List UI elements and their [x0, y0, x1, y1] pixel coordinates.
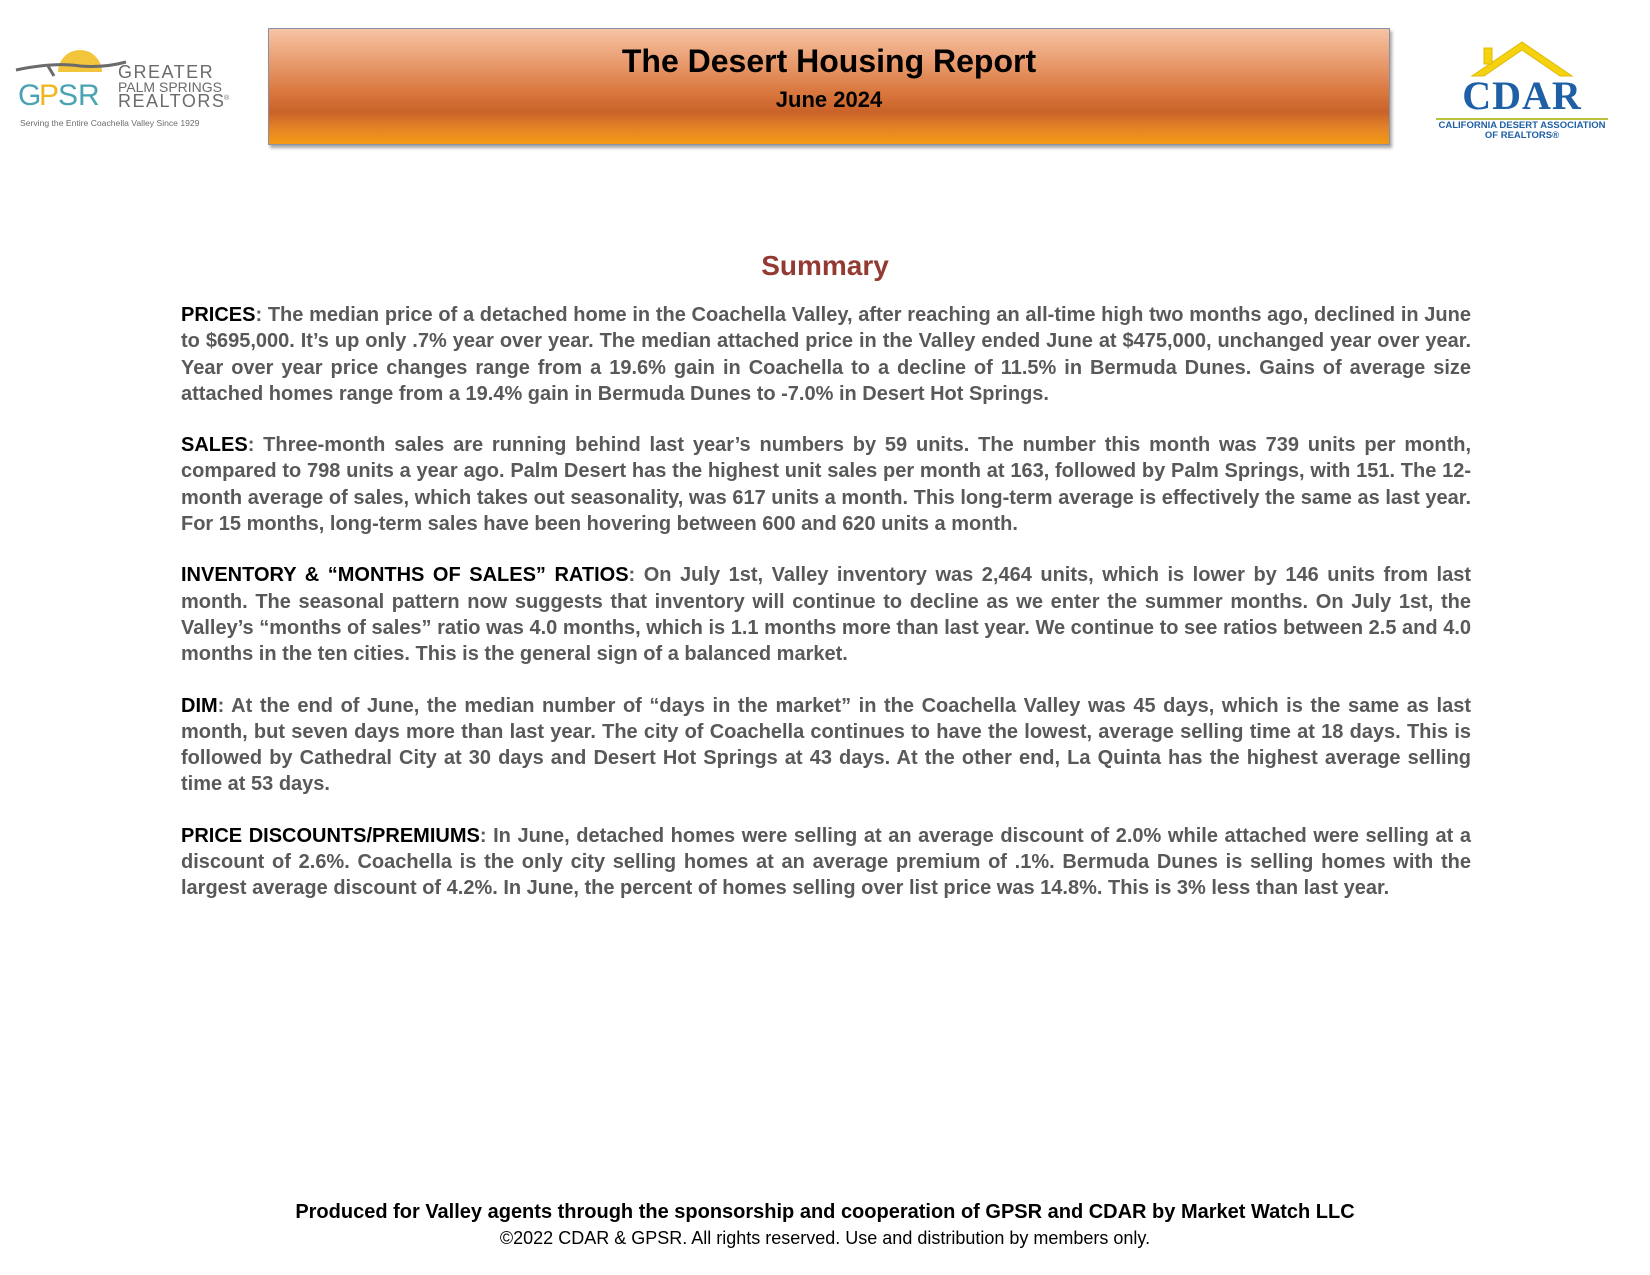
gpsr-acronym-g: G	[18, 79, 42, 112]
roof-post-icon	[48, 66, 54, 76]
sales-text: : Three-month sales are running behind last year’s numbers by 59 units. The number this month was 739 units per month, compared to 798 units a year ago. Palm Desert has the highest unit sales per month at 163, followed by Palm Springs, with 151. The 12-month average of sales, which takes out seasonality, was 617 units a month. This long-term average is effectively the same as last year. For 15 months, long-term sales have been hovering between 600 and 620 units a month.	[181, 434, 1471, 536]
gpsr-acronym-p: P	[39, 79, 60, 112]
discounts-paragraph	[181, 823, 1471, 902]
cdar-logo	[1422, 40, 1622, 142]
gpsr-tagline: Serving the Entire Coachella Valley Since 1929	[20, 118, 200, 128]
gpsr-line2: PALM SPRINGS	[118, 79, 222, 95]
footer-copyright: ©2022 CDAR & GPSR. All rights reserved. Use and distribution by members only.	[499, 1228, 1151, 1248]
sun-icon	[58, 50, 102, 72]
sales-label: SALES	[181, 434, 248, 457]
discounts-label: PRICE DISCOUNTS/PREMIUMS	[181, 824, 480, 847]
report-date: June 2024	[775, 87, 883, 112]
sales-paragraph	[181, 432, 1471, 537]
summary-body	[181, 302, 1471, 927]
prices-label: PRICES	[181, 304, 256, 326]
cdar-acronym: CDAR	[1462, 73, 1582, 118]
discounts-text: : In June, detached homes were selling at an average discount of 2.0% while attached were selling at a discount of 2.6%. Coachella is the only city selling homes at an average premium of .1%. Bermuda Dunes is selling homes with the largest average discount of 4.2%. In June, the percent of homes selling over list price was 14.8%. This is 3% less than last year.	[181, 824, 1471, 900]
gpsr-logo-graphic	[14, 48, 244, 133]
dim-text: : At the end of June, the median number of “days in the market” in the Coachella Valley was 45 days, which is the same as last month, but seven days more than last year. The city of Coachella continues to have the lowest, average selling time at 18 days. This is followed by Cathedral City at 30 days and Desert Hot Springs at 43 days. At the other end, La Quinta has the highest average selling time at 53 days.	[181, 694, 1471, 796]
gpsr-line1: GREATER	[118, 62, 215, 82]
gpsr-logo	[14, 48, 244, 133]
gpsr-line3: REALTORS	[118, 91, 226, 111]
cdar-subtitle-line2: OF REALTORS®	[1484, 130, 1560, 141]
inventory-label: INVENTORY & “MONTHS OF SALES” RATIOS	[181, 564, 629, 587]
registered-mark-icon: ®	[224, 95, 230, 102]
dim-label: DIM	[181, 694, 218, 717]
report-title: The Desert Housing Report	[621, 43, 1037, 79]
inventory-paragraph	[181, 562, 1471, 667]
footer-sponsorship: Produced for Valley agents through the sponsorship and cooperation of GPSR and CDAR by Market Watch LLC	[295, 1201, 1355, 1223]
cdar-subtitle-line1: CALIFORNIA DESERT ASSOCIATION	[1438, 120, 1606, 131]
prices-paragraph	[181, 302, 1471, 407]
inventory-text: : On July 1st, Valley inventory was 2,464 units, which is lower by 146 units from last month. The seasonal pattern now suggests that inventory will continue to decline as we enter the summer months. On July 1st, the Valley’s “months of sales” ratio was 4.0 months, which is 1.1 months more than last year. We continue to see ratios between 2.5 and 4.0 months in the ten cities. This is the general sign of a balanced market.	[181, 564, 1471, 666]
dim-paragraph	[181, 693, 1471, 798]
summary-heading: Summary	[761, 250, 889, 281]
gpsr-acronym-sr: SR	[58, 79, 100, 112]
prices-text: : The median price of a detached home in the Coachella Valley, after reaching an all-time high two months ago, declined in June to $695,000. It’s up only .7% year over year. The median attached price in the Valley ended June at $475,000, unchanged year over year. Year over year price changes range from a 19.6% gain in Coachella to a decline of 11.5% in Bermuda Dunes. Gains of average size attached homes range from a 19.4% gain in Bermuda Dunes to -7.0% in Desert Hot Springs.	[181, 304, 1471, 405]
report-title-banner	[268, 28, 1390, 145]
cdar-subtitle	[1422, 121, 1622, 141]
